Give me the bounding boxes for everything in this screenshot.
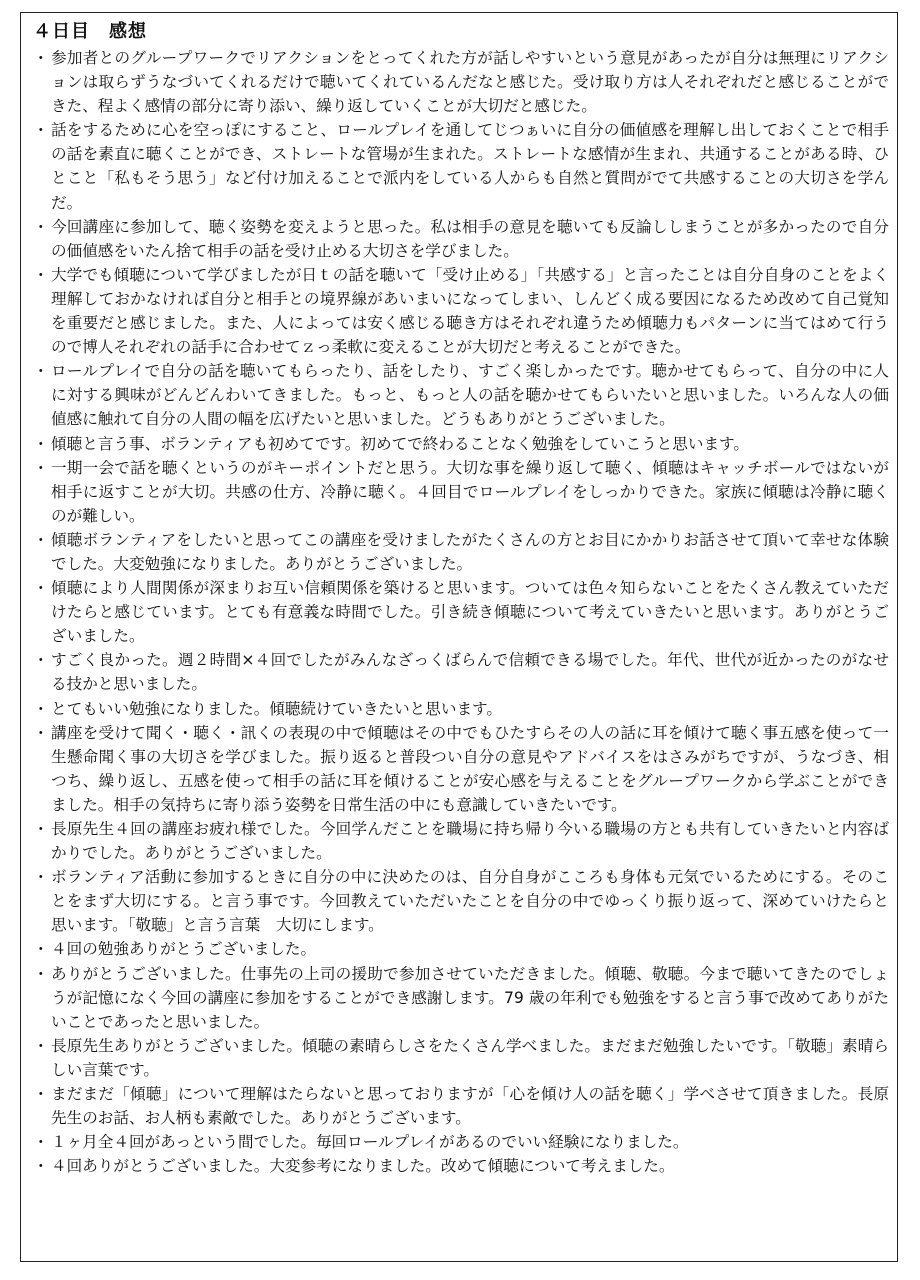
comment-text: 長原先生４回の講座お疲れ様でした。今回学んだことを職場に持ち帰り今いる職場の方とも共有していきたいと内容ばかりでした。ありがとうございました。 [51, 820, 889, 863]
bullet-marker: ・ [33, 723, 49, 742]
comment-item [33, 648, 889, 696]
bullet-marker: ・ [33, 868, 49, 887]
comment-item [33, 432, 889, 456]
comment-item [33, 118, 889, 214]
bullet-marker: ・ [33, 458, 49, 477]
comment-text: ありがとうございました。仕事先の上司の援助で参加させていただきました。傾聴、敬聴。今まで聴いてきたのでしょうが記憶になく今回の講座に参加をすることができ感謝します。79 歳の年利でも勉強をすると言う事で改めてありがたいことであったと思いました。 [51, 964, 889, 1031]
bullet-marker: ・ [33, 1157, 49, 1176]
bullet-marker: ・ [33, 362, 49, 381]
bullet-marker: ・ [33, 1133, 49, 1152]
comment-item [33, 528, 889, 576]
comment-item [33, 46, 889, 118]
comment-text: とてもいい勉強になりました。傾聴続けていきたいと思います。 [51, 699, 502, 718]
bullet-marker: ・ [33, 49, 49, 67]
comment-text: １ヶ月全４回があっという間でした。毎回ロールプレイがあるのでいい経験になりました。 [51, 1133, 689, 1152]
bullet-marker: ・ [33, 1036, 49, 1055]
comment-text: ロールプレイで自分の話を聴いてもらったり、話をしたり、すごく楽しかったです。聴かせてもらって、自分の中に人に対する興味がどんどんわいてきました。もっと、もっと人の話を聴かせてもらいたいと思いました。いろんな人の価値感に触れて自分の人間の幅を広げたいと思いました。どうもありがとうございました。 [51, 362, 889, 429]
bullet-marker: ・ [33, 940, 49, 959]
comment-item [33, 1034, 889, 1082]
page-title: ４日目 感想 [33, 21, 147, 42]
bullet-marker: ・ [33, 265, 49, 284]
bullet-marker: ・ [33, 964, 49, 983]
comment-text: 講座を受けて聞く・聴く・訊くの表現の中で傾聴はその中でもひたすらその人の話に耳を傾けて聴く事五感を使って一生懸命聞く事の大切さを学びました。振り返ると普段つい自分の意見やアドバイスをはさみがちですが、うなづき、相つち、繰り返し、五感を使って相手の話に耳を傾けることが安心感を与えることをグループワークから学ぶことができました。相手の気持ちに寄り添う姿勢を日常生活の中にも意識していきたいです。 [51, 723, 889, 814]
comment-item [33, 576, 889, 648]
comment-text: すごく良かった。週２時間×４回でしたがみんなざっくばらんで信頼できる場でした。年代、世代が近かったのがなせる技かと思いました。 [51, 651, 889, 694]
comment-text: 傾聴ボランティアをしたいと思ってこの講座を受けましたがたくさんの方とお目にかかりお話させて頂いて幸せな体験でした。大変勉強になりました。ありがとうございました。 [51, 530, 889, 573]
comment-text: 大学でも傾聴について学びましたが日ｔの話を聴いて「受け止める」「共感する」と言ったことは自分自身のことをよく理解しておかなければ自分と相手との境界線があいまいになってしまい、しんどく成る要因になるため改めて自己覚知を重要だと感じました。また、人によっては安く感じる聴き方はそれぞれ違うため傾聴力もパターンに当てはめて行うので博人それぞれの話手に合わせてｚっ柔軟に変えることが大切だと考えることができた。 [51, 265, 889, 357]
bullet-marker: ・ [33, 820, 49, 838]
comment-text: ４回ありがとうございました。大変参考になりました。改めて傾聴について考えました。 [51, 1157, 675, 1176]
comment-item [33, 721, 889, 817]
bullet-marker: ・ [33, 579, 49, 598]
comment-item [33, 456, 889, 528]
comment-text: 長原先生ありがとうございました。傾聴の素晴らしさをたくさん学べました。まだまだ勉強したいです。「敬聴」素晴らしい言葉です。 [51, 1036, 889, 1079]
comment-item [33, 865, 889, 937]
comment-item [33, 817, 889, 865]
comment-item [33, 263, 889, 359]
bullet-marker: ・ [33, 121, 49, 140]
bullet-marker: ・ [33, 434, 49, 453]
comment-item [33, 697, 889, 721]
comment-text: 話をするために心を空っぽにすること、ロールプレイを通してじつぁいに自分の価値感を理解し出しておくことで相手の話を素直に聴くことができ、ストレートな管場が生まれた。ストレートな感情が生まれ、共通することがある時、ひとこと「私もそう思う」など付け加えることで派内をしている人からも自然と質問がでて共感することの大切さを学んだ。 [51, 121, 889, 212]
comment-text: 参加者とのグループワークでリアクションをとってくれた方が話しやすいという意見があったが自分は無理にリアクションは取らずうなづいてくれるだけで聴いてくれているんだなと感じた。受け取り方は人それぞれだと感じることができた、程よく感情の部分に寄り添い、繰り返していくことが大切だと感じた。 [51, 49, 889, 116]
comment-item [33, 1130, 889, 1154]
comment-text: ボランティア活動に参加するときに自分の中に決めたのは、自分自身がこころも身体も元気でいるためにする。そのことをまず大切にする。と言う事です。今回教えていただいたことを自分の中でゆっくり振り返って、深めていけたらと思います。「敬聴」と言う言葉 大切にします。 [51, 868, 889, 935]
comment-item [33, 215, 889, 263]
comment-text: ４回の勉強ありがとうございました。 [51, 940, 317, 959]
bullet-marker: ・ [33, 217, 49, 236]
comment-text: 傾聴により人間関係が深まりお互い信頼関係を築けると思います。ついては色々知らないことをたくさん教えていただけたらと感じています。とても有意義な時間でした。引き続き傾聴について考えていきたいと思います。ありがとうございました。 [51, 579, 889, 646]
bullet-marker: ・ [33, 530, 49, 549]
bullet-marker: ・ [33, 699, 49, 718]
comment-item [33, 937, 889, 961]
comment-text: 傾聴と言う事、ボランティアも初めてです。初めてで終わることなく勉強をしていこうと思います。 [51, 434, 749, 453]
bullet-marker: ・ [33, 1085, 49, 1104]
comment-item [33, 1154, 889, 1178]
comment-text: 一期一会で話を聴くというのがキーポイントだと思う。大切な事を繰り返して聴く、傾聴はキャッチボールではないが相手に返すことが大切。共感の仕方、冷静に聴く。４回目でロールプレイをしっかりできた。家族に傾聴は冷静に聴くのが難しい。 [51, 458, 889, 525]
comment-list [33, 46, 889, 1178]
bullet-marker: ・ [33, 651, 49, 670]
document-frame [20, 12, 898, 1262]
comment-text: 今回講座に参加して、聴く姿勢を変えようと思った。私は相手の意見を聴いても反論ししまうことが多かったので自分の価値感をいたん捨て相手の話を受け止める大切さを学びました。 [51, 217, 889, 260]
comment-text: まだまだ「傾聴」について理解はたらないと思っておりますが「心を傾け人の話を聴く」学べさせて頂きました。長原先生のお話、お人柄も素敵でした。ありがとうございます。 [51, 1085, 889, 1128]
comment-item [33, 359, 889, 431]
comment-item [33, 1082, 889, 1130]
comment-item [33, 962, 889, 1034]
